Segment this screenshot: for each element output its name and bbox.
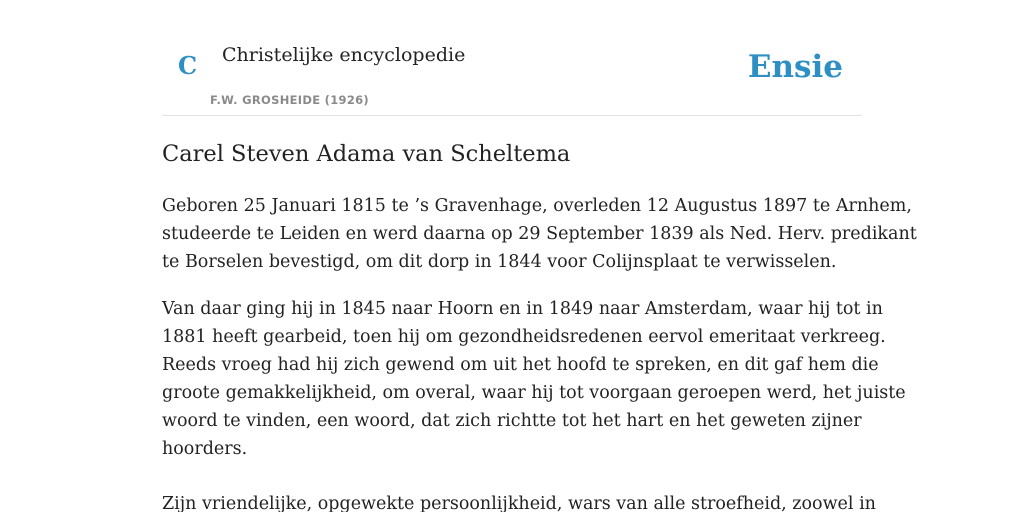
encyclopedia-title-link[interactable]: Christelijke encyclopedie <box>222 44 466 66</box>
paragraph-line: Reeds vroeg had hij zich gewend om uit het hoofd te spreken, en dit gaf hem die <box>162 355 879 375</box>
paragraph-line: te Borselen bevestigd, om dit dorp in 1844 voor Colijnsplaat te verwisselen. <box>162 252 837 272</box>
paragraph-line: Van daar ging hij in 1845 naar Hoorn en in 1849 naar Amsterdam, waar hij tot in <box>162 299 883 319</box>
paragraph-line: groote gemakkelijkheid, om overal, waar hij tot voorgaan geroepen werd, het juiste <box>162 383 906 403</box>
paragraph-line: woord te vinden, een woord, dat zich richtte tot het hart en het geweten zijner <box>162 411 862 431</box>
encyclopedia-logo-icon[interactable]: C <box>178 51 198 80</box>
encyclopedia-author: F.W. GROSHEIDE (1926) <box>210 93 369 107</box>
encyclopedia-header <box>162 0 862 116</box>
article-paragraph <box>162 192 917 276</box>
paragraph-line: studeerde te Leiden en werd daarna op 29 September 1839 als Ned. Herv. predikant <box>162 224 917 244</box>
paragraph-line: Geboren 25 Januari 1815 te ’s Gravenhage, overleden 12 Augustus 1897 te Arnhem, <box>162 196 912 216</box>
paragraph-line: Zijn vriendelijke, opgewekte persoonlijkheid, wars van alle stroefheid, zoowel in <box>162 494 876 512</box>
paragraph-line: 1881 heeft gearbeid, toen hij om gezondheidsredenen eervol emeritaat verkreeg. <box>162 327 886 347</box>
article-paragraph <box>162 490 882 512</box>
ensie-logo-link[interactable]: Ensie <box>747 49 843 85</box>
paragraph-line: hoorders. <box>162 439 248 459</box>
article-title: Carel Steven Adama van Scheltema <box>162 141 571 167</box>
page-container <box>162 0 917 512</box>
article-paragraph <box>162 295 906 463</box>
